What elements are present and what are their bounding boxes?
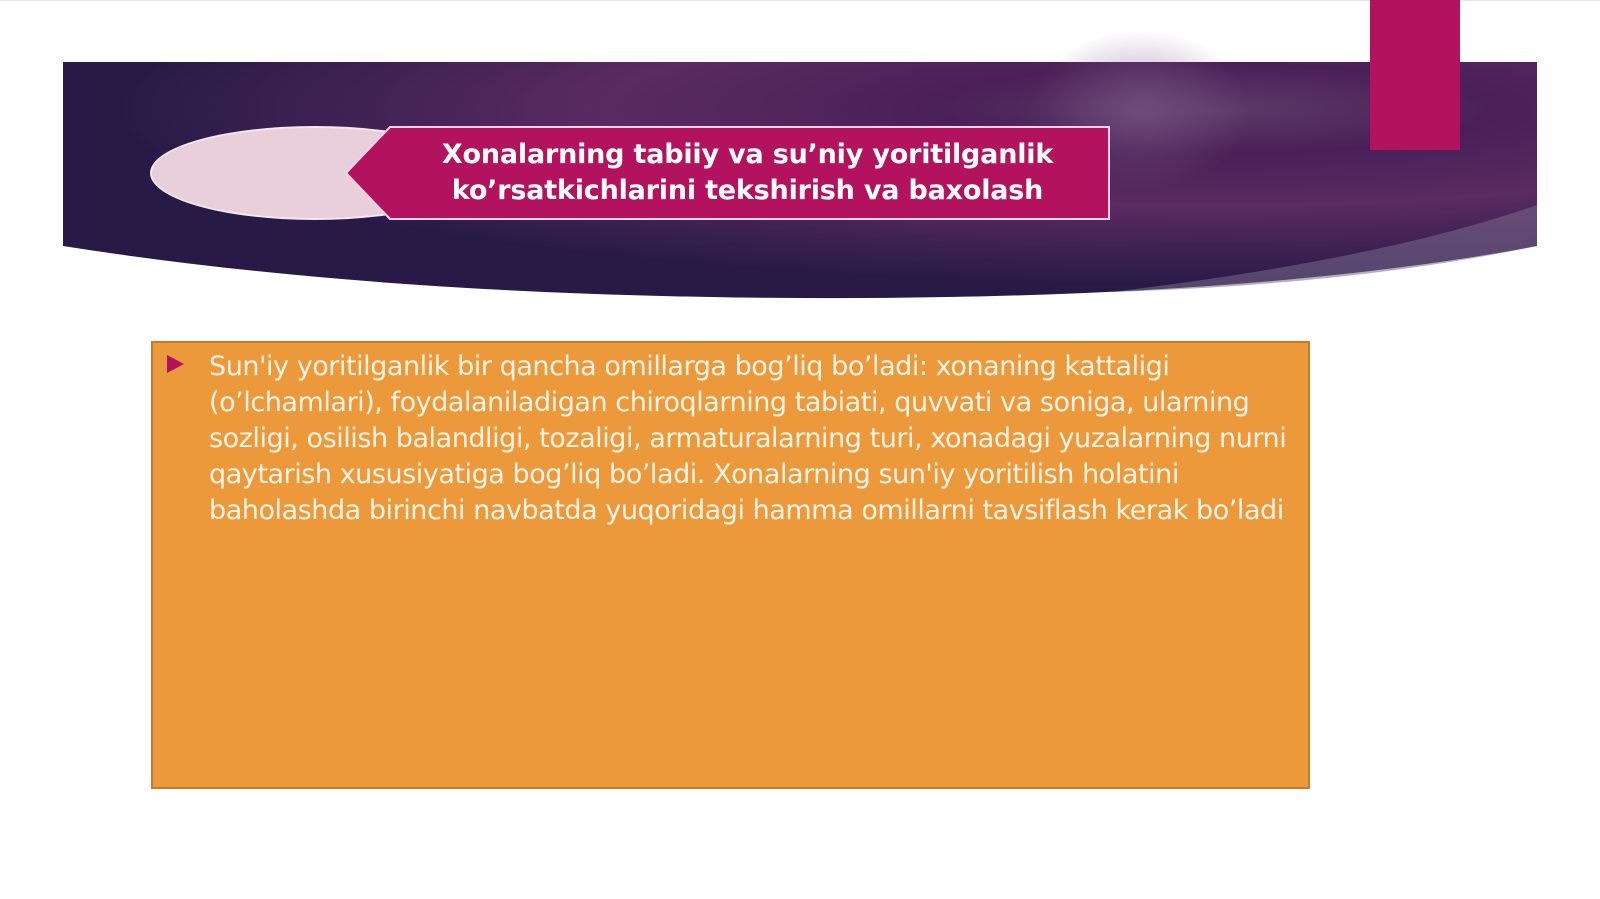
bullet-text: Sun'iy yoritilganlik bir qancha omillarga bog’liq bo’ladi: xonaning kattaligi (o’lchamlari), foydalaniladigan chiroqlarning tabiati, quvvati va soniga, ularning sozligi, osilish balandligi, tozaligi, armaturalarning turi, xonadagi yuzalarning nurni qaytarish xususiyatiga bog’liq bo’ladi. Xonalarning sun'iy yoritilish holatini baholashda birinchi navbatda yuqoridagi hamma omillarni tavsiflash kerak bo’ladi [209, 351, 1287, 526]
slide-title-line-2: ko’rsatkichlarini tekshirish va baxolash [451, 175, 1044, 206]
title-banner [345, 126, 1110, 220]
slide-title [385, 126, 1110, 220]
triangle-bullet-icon [167, 355, 184, 373]
corner-accent-tab [1370, 0, 1460, 150]
content-box [151, 341, 1310, 789]
slide-title-line-1: Xonalarning tabiiy va su’niy yoritilganlik [441, 139, 1054, 170]
